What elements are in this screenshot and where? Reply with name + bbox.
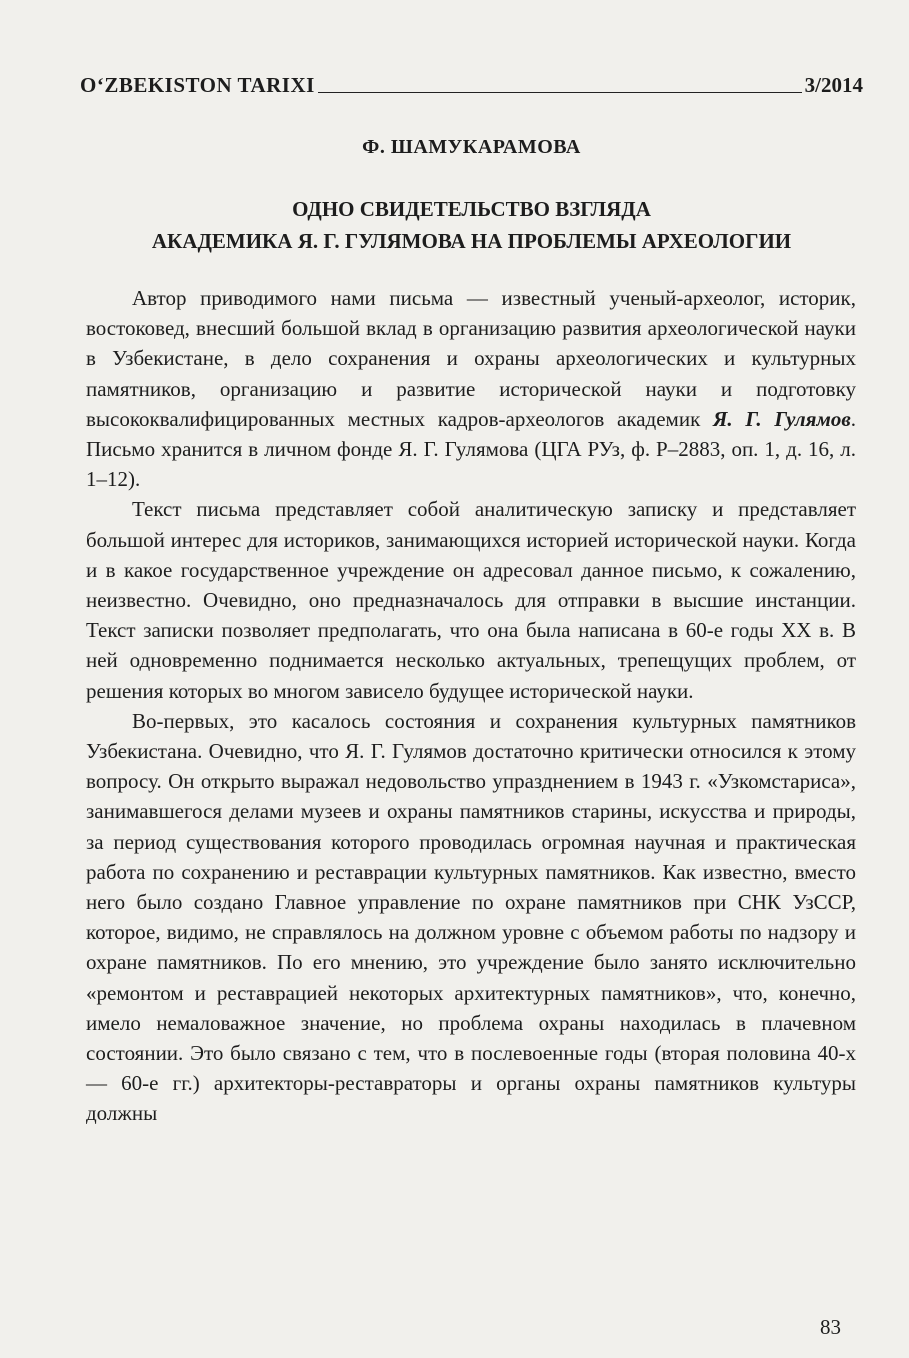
article-title	[80, 193, 863, 257]
paragraph-1-text-end: . Письмо хранится в личном фонде Я. Г. Гулямова (ЦГА РУз, ф. Р–2883, оп. 1, д. 16, л. 1–12).	[86, 406, 856, 492]
journal-name: O‘ZBEKISTON TARIXI	[80, 73, 315, 97]
paragraph-1	[86, 283, 856, 494]
running-header	[80, 68, 863, 98]
issue-number: 3/2014	[804, 73, 863, 97]
paragraph-3: Во-первых, это касалось состояния и сохранения культурных памятников Узбекистана. Очевидно, что Я. Г. Гулямов достаточно критически относился к этому вопросу. Он открыто выражал недовольство упразднением в 1943 г. «Узкомстариса», занимавшегося делами музеев и охраны памятников старины, искусства и природы, за период существования которого проводилась огромная научная и практическая работа по сохранению и реставрации культурных памятников. Как известно, вместо него было создано Главное управление по охране памятников при СНК УзССР, которое, видимо, не справлялось на должном уровне с объемом работы по надзору и охране памятников. По его мнению, это учреждение было занято исключительно «ремонтом и реставрацией некоторых архитектурных памятников», что, конечно, имело немаловажное значение, но проблема охраны находилась в плачевном состоянии. Это было связано с тем, что в послевоенные годы (вторая половина 40-х — 60-е гг.) архитекторы-реставраторы и органы охраны памятников культуры должны	[86, 708, 856, 1126]
article-author: Ф. ШАМУКАРАМОВА	[362, 136, 581, 158]
title-line-2: АКАДЕМИКА Я. Г. ГУЛЯМОВА НА ПРОБЛЕМЫ АРХЕОЛОГИИ	[151, 229, 792, 253]
paragraph-1-text-start: Автор приводимого нами письма — известный ученый-археолог, историк, востоковед, внесший большой вклад в организацию развития археологической науки в Узбекистане, в дело сохранения и охраны археологических и культурных памятников, организацию и развитие исторической науки и подготовку высококвалифицированных местных кадров-археологов академик	[86, 286, 856, 431]
article-body	[86, 283, 856, 1129]
page-number: 83	[820, 1315, 841, 1339]
title-line-1: ОДНО СВИДЕТЕЛЬСТВО ВЗГЛЯДА	[292, 197, 651, 221]
paragraph-2: Текст письма представляет собой аналитическую записку и представляет большой интерес для историков, занимающихся историей исторической науки. Когда и в какое государственное учреждение он адресовал данное письмо, к сожалению, неизвестно. Очевидно, оно предназначалось для отправки в высшие инстанции. Текст записки позволяет предполагать, что она была написана в 60-е годы XX в. В ней одновременно поднимается несколько актуальных, трепещущих проблем, от решения которых во многом зависело будущее исторической науки.	[86, 497, 856, 703]
header-rule	[318, 92, 802, 93]
academician-name: Я. Г. Гулямов	[712, 406, 851, 431]
